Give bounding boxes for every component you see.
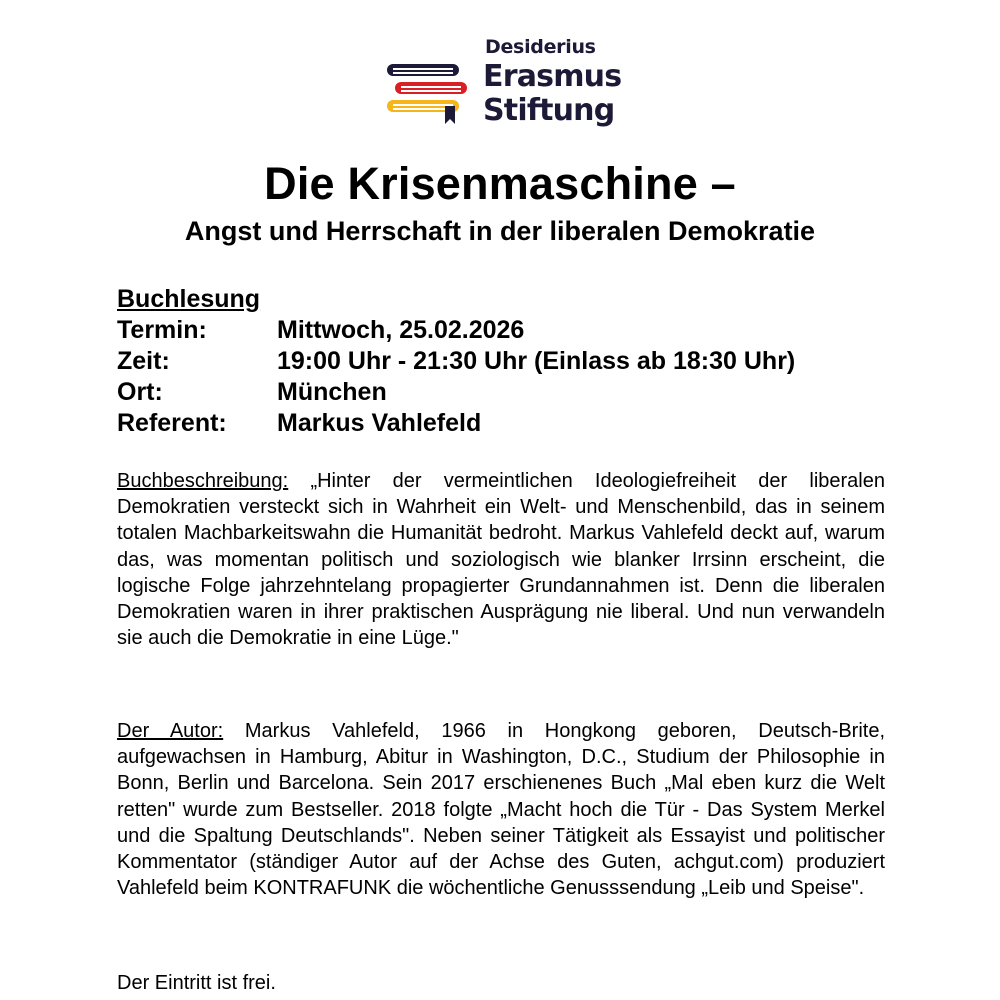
page-title: Die Krisenmaschine – <box>264 158 736 209</box>
author-bio-text: Markus Vahlefeld, 1966 in Hongkong geboren, Deutsch-Brite, aufgewachsen in Hamburg, Abitur in Washington, D.C., Studium der Philosophie in Bonn, Berlin und Barcelona. Sein 2017 erschienenes Buch „Mal eben kurz die Welt retten" wurde zum Bestseller. 2018 folgte „Macht hoch die Tür - Das System Merkel und die Spaltung Deutschlands". Neben seiner Tätigkeit als Essayist und politischer Kommentator (ständiger Autor auf der Achse des Guten, achgut.com) produziert Vahlefeld beim KONTRAFUNK die wöchentliche Genusssendung „Leib und Speise". <box>117 720 886 900</box>
event-details <box>117 284 795 439</box>
admission-note: Der Eintritt ist frei. <box>117 972 276 994</box>
detail-value: Markus Vahlefeld <box>277 409 482 437</box>
detail-row-location <box>117 377 795 408</box>
event-type-heading: Buchlesung <box>117 285 261 313</box>
detail-row-speaker <box>117 408 795 439</box>
book-description <box>117 468 885 651</box>
detail-label: Zeit: <box>117 347 170 375</box>
bookmark-icon <box>445 106 455 124</box>
book-description-label: Buchbeschreibung: <box>117 470 289 492</box>
logo-line-2: Erasmus <box>483 59 622 94</box>
author-bio-label: Der Autor: <box>117 720 224 742</box>
books-logo-icon <box>383 60 475 126</box>
detail-value: München <box>277 378 387 406</box>
detail-label: Ort: <box>117 378 163 406</box>
detail-label: Referent: <box>117 409 227 437</box>
detail-label: Termin: <box>117 316 207 344</box>
book-description-text: „Hinter der vermeintlichen Ideologiefreiheit der liberalen Demokratien versteckt sich in Wahrheit ein Welt- und Menschenbild, das in seinem totalen Machbarkeitswahn die Humanität bedroht. Markus Vahlefeld deckt auf, warum das, was momentan politisch und soziologisch wie blanker Irrsinn erscheint, die logische Folge jahrzehntelang propagierter Grundannahmen ist. Denn die liberalen Demokratien waren in ihrer praktischen Ausprägung nie liberal. Und nun verwandeln sie auch die Demokratie in eine Lüge." <box>117 470 885 650</box>
detail-row-time <box>117 346 795 377</box>
detail-row-date <box>117 315 795 346</box>
logo-line-3: Stiftung <box>483 93 615 128</box>
foundation-logo <box>383 34 643 134</box>
detail-value: 19:00 Uhr - 21:30 Uhr (Einlass ab 18:30 Uhr) <box>277 347 796 375</box>
author-bio <box>117 718 885 901</box>
logo-line-1: Desiderius <box>485 36 596 58</box>
page-subtitle: Angst und Herrschaft in der liberalen Demokratie <box>184 216 816 246</box>
detail-value: Mittwoch, 25.02.2026 <box>277 316 525 344</box>
